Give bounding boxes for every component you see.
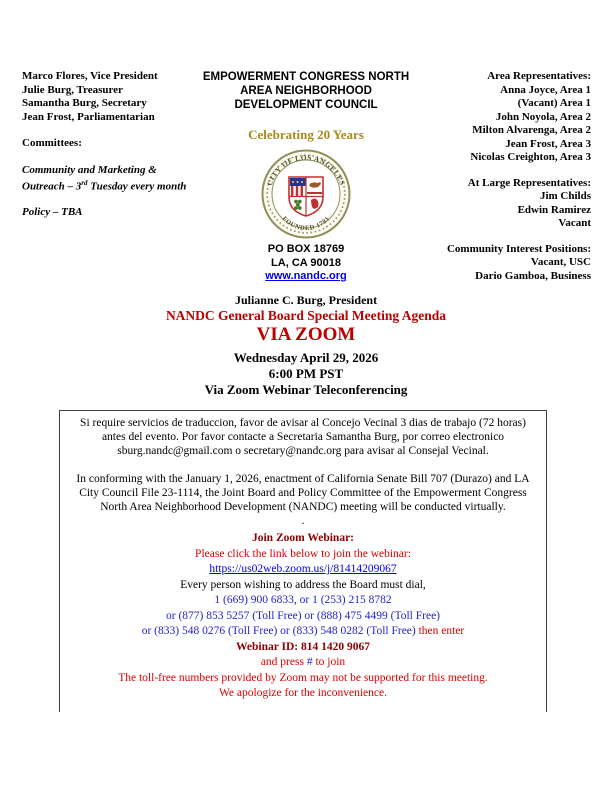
- area-rep-line: Jean Frost, Area 3: [505, 137, 591, 150]
- translation-notice-spanish: Si require servicios de traduccion, favor de avisar al Concejo Vecinal 3 dias de trabajo (72 horas) antes del evento. Por favor contacte a Secretaria Samantha Burg, por correo electronico sburg.nandc@gmail.com o secretary@nandc.org para avisar al Consejal Vecinal.: [80, 417, 526, 457]
- agenda-title: NANDC General Board Special Meeting Agenda: [165, 308, 447, 323]
- join-zoom-subheading: Please click the link below to join the webinar:: [195, 547, 411, 560]
- hash-symbol: #: [306, 656, 313, 668]
- officer-line: Samantha Burg, Secretary: [22, 97, 147, 109]
- website-link[interactable]: www.nandc.org: [265, 270, 347, 282]
- president-line: Julianne C. Burg, President: [234, 292, 378, 307]
- toll-free-note-1: The toll-free numbers provided by Zoom may not be supported for this meeting.: [118, 671, 488, 684]
- notice-box: [59, 410, 547, 712]
- webinar-id-line: Webinar ID: 814 1420 9067: [236, 640, 370, 653]
- area-rep-line: Milton Alvarenga, Area 2: [472, 124, 591, 136]
- area-rep-line: John Noyola, Area 2: [495, 110, 591, 123]
- zoom-join-section: [69, 531, 537, 702]
- outreach-text-cont: Tuesday every month: [87, 180, 187, 193]
- dial-instruction: Every person wishing to address the Board must dial,: [180, 578, 426, 591]
- phone-numbers-line-3: [69, 624, 537, 640]
- seal-bottom-text: FOUNDED 1781: [280, 215, 332, 233]
- join-zoom-heading: Join Zoom Webinar:: [251, 532, 355, 544]
- area-rep-line: Anna Joyce, Area 1: [500, 83, 591, 96]
- committee-line: Community and Marketing &: [22, 163, 157, 176]
- committees-label: Committees:: [22, 137, 82, 149]
- area-rep-line: (Vacant) Area 1: [517, 97, 591, 109]
- at-large-label: At Large Representatives:: [467, 176, 591, 189]
- zoom-webinar-link[interactable]: https://us02web.zoom.us/j/81414209067: [209, 563, 397, 575]
- area-rep-line: Nicolas Creighton, Area 3: [470, 151, 591, 163]
- representatives-column: [376, 70, 591, 283]
- city-line: LA, CA 90018: [271, 256, 341, 269]
- then-enter-text: then enter: [415, 625, 465, 637]
- meeting-date: Wednesday April 29, 2026: [233, 350, 379, 365]
- meeting-time: 6:00 PM PST: [268, 366, 344, 381]
- press-post-text: to join: [312, 656, 346, 668]
- virtual-meeting-notice: In conforming with the January 1, 2026, enactment of California Senate Bill 707 (Durazo) and LA City Council File 23-1114, the Joint Board and Policy Committee of the Empowerment Congress North Area Neighborhood Development (NANDC) meeting will be conducted virtually.: [76, 473, 530, 513]
- toll-free-note-2: We apologize for the inconvenience.: [219, 687, 387, 699]
- org-name-line: EMPOWERMENT CONGRESS NORTH: [202, 71, 410, 83]
- phone-numbers-line-2: or (877) 853 5257 (Toll Free) or (888) 475 4499 (Toll Free): [165, 609, 440, 622]
- meeting-title-block: [0, 308, 612, 398]
- dot-line: .: [301, 515, 305, 527]
- community-position-line: Vacant, USC: [530, 256, 591, 268]
- press-hash-line: [69, 655, 537, 671]
- officer-line: Julie Burg, Treasurer: [22, 83, 123, 96]
- phone-numbers-line-3-blue: or (833) 548 0276 (Toll Free) or (833) 548 0282 (Toll Free): [141, 625, 416, 637]
- org-name-line: AREA NEIGHBORHOOD: [240, 85, 372, 97]
- via-zoom-title: VIA ZOOM: [256, 324, 356, 345]
- area-reps-label: Area Representatives:: [487, 70, 591, 82]
- ordinal-superscript: rd: [81, 179, 88, 187]
- at-large-line: Edwin Ramirez: [517, 203, 591, 216]
- meeting-method: Via Zoom Webinar Teleconferencing: [204, 382, 408, 397]
- community-position-line: Dario Gamboa, Business: [475, 269, 591, 282]
- outreach-text: Outreach – 3: [22, 180, 82, 193]
- at-large-line: Jim Childs: [539, 190, 591, 202]
- org-name-line: DEVELOPMENT COUNCIL: [234, 99, 378, 111]
- community-positions-label: Community Interest Positions:: [446, 242, 591, 255]
- officer-line: Marco Flores, Vice President: [22, 70, 158, 82]
- seal-top-text: CITY OF LOS ANGELES: [265, 153, 347, 187]
- officer-line: Jean Frost, Parliamentarian: [22, 110, 155, 123]
- press-pre-text: and press: [260, 656, 307, 668]
- phone-numbers-line-1: 1 (669) 900 6833, or 1 (253) 215 8782: [214, 594, 392, 606]
- at-large-line: Vacant: [558, 217, 591, 229]
- po-box-line: PO BOX 18769: [267, 243, 345, 255]
- policy-committee-line: Policy – TBA: [22, 206, 83, 219]
- anniversary-tagline: Celebrating 20 Years: [248, 127, 364, 142]
